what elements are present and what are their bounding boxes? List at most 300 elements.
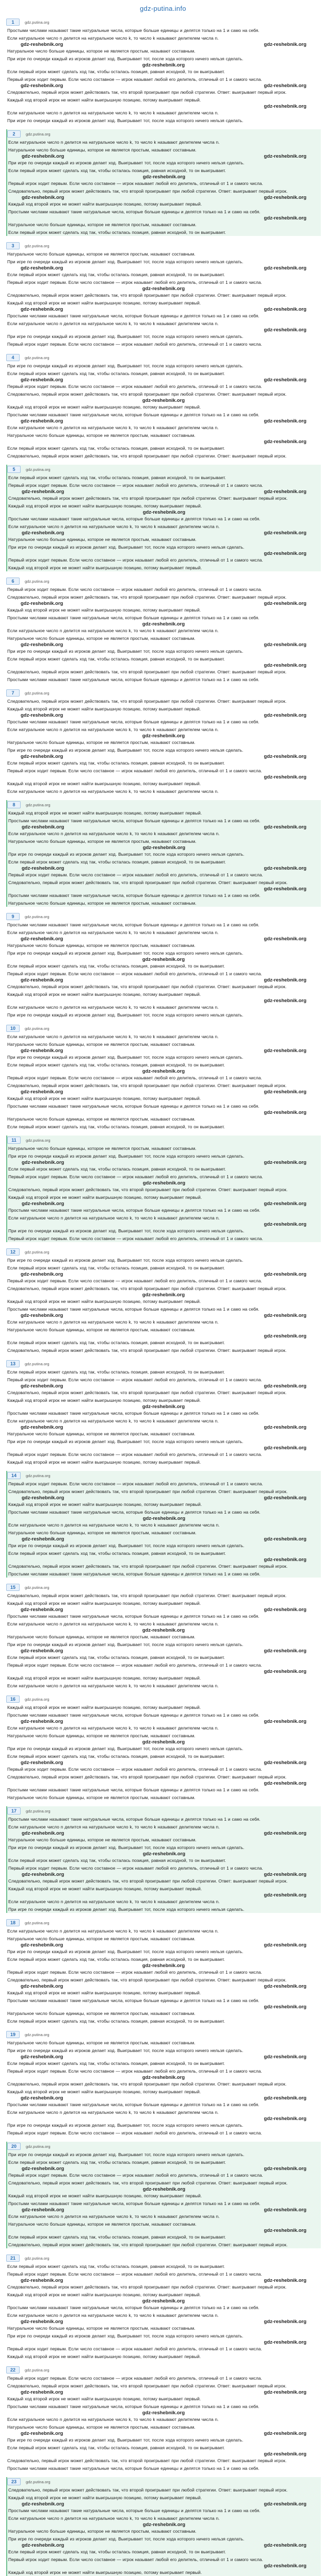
watermark: gdz-reshebnik.org [22, 489, 64, 495]
watermark-row [6, 998, 321, 1004]
watermark-small: gdz.putina.org [26, 1138, 51, 1143]
watermark-small: gdz.putina.org [25, 20, 50, 25]
watermark-row [7, 1831, 321, 1836]
paragraph: Если первый игрок может сделать ход так, чтобы осталась позиция, равная исходной, то он выигрывает. [7, 2018, 225, 2024]
paragraph: Каждый ход второй игрок не может найти выигрышную позицию, потому выигрывает первый. [8, 2193, 202, 2198]
watermark-row [7, 215, 321, 221]
paragraph: При игре по очереди каждый из игроков делает ход. Выигрывает тот, после хода которого ничего нельзя сделать. [8, 1228, 244, 1233]
paragraph: Каждый ход второй игрок не может найти выигрышную позицию, потому выигрывает первый. [7, 607, 201, 613]
watermark: gdz-reshebnik.org [142, 1069, 185, 1074]
paragraph: Если натуральное число n делится на натуральное число k, то число k называют делителем числа n. [8, 1824, 220, 1829]
paragraph: Натуральное число больше единицы, которое не является простым, называют составным. [7, 1634, 195, 1639]
paragraph: Простыми числами называют такие натуральные числа, которые больше единицы и делятся только на 1 и само на себя. [7, 2305, 259, 2310]
solution-block [6, 1806, 321, 1913]
paragraph: Каждый ход второй игрок не может найти выигрышную позицию, потому выигрывает первый. [7, 97, 201, 103]
paragraph: Натуральное число больше единицы, которое не является простым, называют составным. [8, 1530, 197, 1535]
watermark-row [7, 1201, 321, 1207]
watermark: gdz-reshebnik.org [264, 2095, 306, 2101]
watermark-row [6, 2278, 321, 2283]
paragraph: Если натуральное число n делится на натуральное число k, то число k называют делителем числа n. [7, 1005, 219, 1010]
watermark-row [7, 1851, 321, 1857]
paragraph: Натуральное число больше единицы, которое не является простым, называют составным. [8, 900, 197, 906]
block-number: 10 [6, 1025, 20, 1032]
block-number: 3 [6, 242, 20, 249]
watermark: gdz-reshebnik.org [21, 1425, 63, 1430]
paragraph: Натуральное число больше единицы, которое не является простым, называют составным. [7, 1041, 195, 1047]
watermark-small: gdz.putina.org [25, 2032, 50, 2037]
watermark: gdz-reshebnik.org [22, 1495, 64, 1501]
paragraph: Следовательно, первый игрок может действовать так, что второй проигрывает при любой стратегии. Ответ: выигрывает первый игрок. [7, 594, 287, 600]
watermark-row [6, 2431, 321, 2436]
watermark-row [6, 1648, 321, 1654]
watermark: gdz-reshebnik.org [21, 1313, 63, 1318]
watermark: gdz-reshebnik.org [142, 174, 186, 180]
watermark-row [7, 1557, 321, 1563]
paragraph: Если первый игрок может сделать ход так, чтобы осталась позиция, равная исходной, то он выигрывает. [7, 1265, 225, 1270]
block-number: 14 [7, 1472, 21, 1479]
block-header [6, 577, 321, 586]
watermark: gdz-reshebnik.org [264, 377, 306, 383]
watermark-row [6, 621, 321, 627]
paragraph: Следовательно, первый игрок может действовать так, что второй проигрывает при любой стратегии. Ответ: выигрывает первый игрок. [7, 984, 287, 989]
watermark: gdz-reshebnik.org [264, 83, 306, 89]
paragraph: Натуральное число больше единицы, которое не является простым, называют составным. [7, 1733, 195, 1738]
watermark: gdz-reshebnik.org [264, 1313, 306, 1318]
block-header [7, 1471, 321, 1480]
watermark-small: gdz.putina.org [25, 690, 50, 696]
watermark: gdz-reshebnik.org [264, 1831, 306, 1836]
watermark: gdz-reshebnik.org [264, 1495, 306, 1501]
paragraph: Следовательно, первый игрок может действовать так, что второй проигрывает при любой стратегии. Ответ: выигрывает первый игрок. [8, 2242, 288, 2247]
paragraph: При игре по очереди каждый из игроков делает ход. Выигрывает тот, после хода которого ничего нельзя сделать. [8, 2152, 244, 2157]
paragraph: Натуральное число больше единицы, которое не является простым, называют составным. [8, 147, 197, 152]
watermark: gdz-reshebnik.org [264, 1719, 306, 1724]
paragraph: При игре по очереди каждый из игроков делает ход. Выигрывает тот, после хода которого ничего нельзя сделать. [7, 649, 243, 654]
watermark: gdz-reshebnik.org [21, 2054, 63, 2060]
watermark: gdz-reshebnik.org [21, 2095, 63, 2101]
watermark-row [6, 398, 321, 403]
paragraph: Если первый игрок может сделать ход так, чтобы осталась позиция, равная исходной, то он выигрывает. [7, 1369, 225, 1375]
paragraph: Каждый ход второй игрок не может найти выигрышную позицию, потому выигрывает первый. [7, 2353, 201, 2359]
watermark: gdz-reshebnik.org [22, 1160, 64, 1165]
paragraph: Следовательно, первый игрок может действовать так, что второй проигрывает при любой стратегии. Ответ: выигрывает первый игрок. [7, 1593, 287, 1598]
paragraph: Каждый ход второй игрок не может найти выигрышную позицию, потому выигрывает первый. [7, 1675, 201, 1681]
paragraph: Первый игрок ходит первым. Если число составное — игрок называет любой его делитель, отличный от 1 и самого числа. [8, 482, 263, 488]
paragraph: Первый игрок ходит первым. Если число составное — игрок называет любой его делитель, отличный от 1 и самого числа. [7, 2346, 262, 2351]
paragraph: Если натуральное число n делится на натуральное число k, то число k называют делителем числа n. [7, 788, 219, 794]
paragraph: Каждый ход второй игрок не может найти выигрышную позицию, потому выигрывает первый. [8, 1502, 202, 1507]
watermark: gdz-reshebnik.org [264, 774, 306, 780]
paragraph: При игре по очереди каждый из игроков делает ход. Выигрывает тот, после хода которого ничего нельзя сделать. [7, 363, 243, 368]
block-number: 5 [7, 466, 21, 473]
solution-block [6, 1136, 321, 1242]
paragraph: Если натуральное число n делится на натуральное число k, то число k называют делителем числа n. [7, 2109, 219, 2115]
paragraph: Если натуральное число n делится на натуральное число k, то число k называют делителем числа n. [8, 2515, 220, 2521]
watermark: gdz-reshebnik.org [21, 1942, 63, 1948]
watermark-small: gdz.putina.org [25, 355, 50, 360]
watermark: gdz-reshebnik.org [264, 1669, 306, 1674]
watermark: gdz-reshebnik.org [264, 977, 306, 983]
watermark: gdz-reshebnik.org [21, 307, 63, 312]
watermark-small: gdz.putina.org [26, 2144, 51, 2149]
watermark-small: gdz.putina.org [25, 1585, 50, 1590]
paragraph: При игре по очереди каждый из игроков делает ход. Выигрывает тот, после хода которого ничего нельзя сделать. [8, 1153, 244, 1159]
block-header [6, 2030, 321, 2039]
paragraph: Каждый ход второй игрок не может найти выигрышную позицию, потому выигрывает первый. [7, 2089, 201, 2094]
watermark-row [6, 957, 321, 962]
paragraph: Следовательно, первый игрок может действовать так, что второй проигрывает при любой стратегии. Ответ: выигрывает первый игрок. [7, 90, 287, 95]
paragraph: Простыми числами называют такие натуральные числа, которые больше единицы и делятся только на 1 и само на себя. [7, 2465, 259, 2471]
paragraph: При игре по очереди каждый из игроков делает ход. Выигрывает тот, после хода которого ничего нельзя сделать. [7, 2123, 243, 2128]
watermark: gdz-reshebnik.org [21, 1383, 63, 1389]
watermark: gdz-reshebnik.org [21, 754, 63, 759]
paragraph: Если натуральное число n делится на натуральное число k, то число k называют делителем числа n. [7, 320, 219, 326]
watermark: gdz-reshebnik.org [264, 489, 306, 495]
watermark-row [7, 2501, 321, 2507]
paragraph: При игре по очереди каждый из игроков делает ход. Выигрывает тот, после хода которого ничего нельзя сделать. [8, 1844, 244, 1850]
paragraph: При игре по очереди каждый из игроков делает ход. Выигрывает тот, после хода которого ничего нельзя сделать. [8, 1906, 244, 1912]
watermark: gdz-reshebnik.org [142, 286, 185, 292]
solution-block [6, 2477, 321, 2576]
watermark: gdz-reshebnik.org [21, 83, 63, 89]
paragraph: Первый игрок ходит первым. Если число составное — игрок называет любой его делитель, отличный от 1 и самого числа. [7, 1377, 262, 1382]
watermark-row [7, 2228, 321, 2233]
paragraph: Если натуральное число n делится на натуральное число k, то число k называют делителем числа n. [8, 523, 220, 529]
watermark: gdz-reshebnik.org [21, 377, 63, 383]
watermark-small: gdz.putina.org [25, 2367, 50, 2372]
watermark-row [6, 1333, 321, 1339]
paragraph: При игре по очереди каждый из игроков делает ход. Выигрывает тот, после хода которого ничего нельзя сделать. [7, 334, 243, 339]
watermark: gdz-reshebnik.org [142, 621, 185, 627]
paragraph: Простыми числами называют такие натуральные числа, которые больше единицы и делятся только на 1 и само на себя. [7, 1997, 259, 2003]
paragraph: Простыми числами называют такие натуральные числа, которые больше единицы и делятся только на 1 и само на себя. [7, 2403, 259, 2409]
site-title[interactable]: gdz-putina.info [140, 5, 186, 12]
paragraph: Если натуральное число n делится на натуральное число k, то число k называют делителем числа n. [7, 2417, 219, 2422]
watermark-small: gdz.putina.org [25, 579, 50, 584]
block-number: 9 [6, 913, 20, 920]
paragraph: При игре по очереди каждый из игроков делает ход. Выигрывает тот, после хода которого ничего нельзя сделать. [7, 747, 243, 753]
block-header [7, 2142, 321, 2151]
watermark-row [6, 936, 321, 942]
watermark-row [6, 1607, 321, 1613]
watermark-row [7, 2187, 321, 2192]
paragraph: Простыми числами называют такие натуральные числа, которые больше единицы и делятся только на 1 и само на себя. [7, 313, 259, 318]
watermark-row [6, 754, 321, 759]
block-number: 11 [7, 1137, 21, 1144]
document-body [0, 18, 326, 2576]
paragraph: При игре по очереди каждый из игроков делает ход. Выигрывает тот, после хода которого ничего нельзя сделать. [7, 1055, 243, 1060]
watermark-row [7, 1872, 321, 1877]
watermark: gdz-reshebnik.org [142, 733, 185, 739]
paragraph: Простыми числами называют такие натуральные числа, которые больше единицы и делятся только на 1 и само на себя. [7, 1306, 259, 1312]
paragraph: Простыми числами называют такие натуральные числа, которые больше единицы и делятся только на 1 и само на себя. [7, 28, 259, 33]
paragraph: Следовательно, первый игрок может действовать так, что второй проигрывает при любой стратегии. Ответ: выигрывает первый игрок. [7, 2284, 287, 2290]
paragraph: Первый игрок ходит первым. Если число составное — игрок называет любой его делитель, отличный от 1 и самого числа. [7, 1278, 262, 1283]
paragraph: Каждый ход второй игрок не может найти выигрышную позицию, потому выигрывает первый. [7, 2292, 201, 2297]
block-header [7, 800, 321, 809]
paragraph: Натуральное число больше единицы, которое не является простым, называют составным. [7, 740, 195, 745]
watermark-row [7, 845, 321, 851]
paragraph: Если натуральное число n делится на натуральное число k, то число k называют делителем числа n. [8, 140, 220, 145]
paragraph: Простыми числами называют такие натуральные числа, которые больше единицы и делятся только на 1 и само на себя. [7, 412, 259, 417]
paragraph: Натуральное число больше единицы, которое не является простым, называют составным. [7, 1936, 195, 1941]
paragraph: Следовательно, первый игрок может действовать так, что второй проигрывает при любой стратегии. Ответ: выигрывает первый игрок. [7, 2458, 287, 2463]
paragraph: Если первый игрок может сделать ход так, чтобы осталась позиция, равная исходной, то он выигрывает. [7, 1956, 225, 1962]
paragraph: Простыми числами называют такие натуральные числа, которые больше единицы и делятся только на 1 и само на себя. [7, 719, 259, 724]
paragraph: Первый игрок ходит первым. Если число составное — игрок называет любой его делитель, отличный от 1 и самого числа. [7, 1452, 262, 1457]
paragraph: При игре по очереди каждый из игроков делает ход. Выигрывает тот, после хода которого ничего нельзя сделать. [7, 1438, 243, 1444]
paragraph: Если первый игрок может сделать ход так, чтобы осталась позиция, равная исходной, то он выигрывает. [7, 370, 225, 376]
watermark: gdz-reshebnik.org [264, 1872, 306, 1877]
block-header [7, 465, 321, 474]
watermark: gdz-reshebnik.org [22, 195, 64, 200]
block-number: 23 [7, 2478, 21, 2485]
watermark: gdz-reshebnik.org [264, 1760, 306, 1766]
watermark: gdz-reshebnik.org [264, 195, 306, 200]
paragraph: Следовательно, первый игрок может действовать так, что второй проигрывает при любой стратегии. Ответ: выигрывает первый игрок. [7, 669, 287, 674]
block-header [6, 353, 321, 362]
watermark: gdz-reshebnik.org [21, 601, 63, 606]
paragraph: Первый игрок ходит первым. Если число составное — игрок называет любой его делитель, отличный от 1 и самого числа. [7, 768, 262, 773]
watermark-row [6, 1048, 321, 1054]
paragraph: Если первый игрок может сделать ход так, чтобы осталась позиция, равная исходной, то он выигрывает. [7, 656, 225, 662]
watermark: gdz-reshebnik.org [264, 2501, 306, 2507]
watermark: gdz-reshebnik.org [264, 1333, 306, 1339]
paragraph: Простыми числами называют такие натуральные числа, которые больше единицы и делятся только на 1 и само на себя. [8, 818, 260, 823]
paragraph: Если натуральное число n делится на натуральное число k, то число k называют делителем числа n. [7, 929, 219, 935]
paragraph: Следовательно, первый игрок может действовать так, что второй проигрывает при любой стратегии. Ответ: выигрывает первый игрок. [8, 188, 288, 194]
watermark: gdz-reshebnik.org [264, 2278, 306, 2283]
paragraph: Простыми числами называют такие натуральные числа, которые больше единицы и делятся только на 1 и само на себя. [7, 1103, 259, 1109]
watermark: gdz-reshebnik.org [264, 307, 306, 312]
solution-block [6, 1471, 321, 1578]
watermark: gdz-reshebnik.org [264, 1383, 306, 1389]
watermark-row [7, 530, 321, 536]
paragraph: Если натуральное число n делится на натуральное число k, то число k называют делителем числа n. [8, 831, 220, 836]
watermark-row [6, 1719, 321, 1724]
watermark: gdz-reshebnik.org [264, 1892, 306, 1898]
paragraph: Следовательно, первый игрок может действовать так, что второй проигрывает при любой стратегии. Ответ: выигрывает первый игрок. [7, 1285, 287, 1291]
watermark-row [7, 551, 321, 556]
paragraph: Первый игрок ходит первым. Если число составное — игрок называет любой его делитель, отличный от 1 и самого числа. [7, 971, 262, 976]
watermark-row [7, 489, 321, 495]
solution-block [6, 2142, 321, 2248]
paragraph: Если первый игрок может сделать ход так, чтобы осталась позиция, равная исходной, то он выигрывает. [8, 859, 226, 865]
paragraph: Каждый ход второй игрок не может найти выигрышную позицию, потому выигрывает первый. [8, 1194, 202, 1200]
paragraph: При игре по очереди каждый из игроков делает ход. Выигрывает тот, после хода которого ничего нельзя сделать. [7, 2047, 243, 2053]
watermark-row [6, 601, 321, 606]
watermark: gdz-reshebnik.org [21, 1272, 63, 1277]
watermark: gdz-reshebnik.org [264, 663, 306, 668]
watermark: gdz-reshebnik.org [264, 1089, 306, 1095]
watermark: gdz-reshebnik.org [142, 957, 185, 962]
watermark: gdz-reshebnik.org [264, 2116, 306, 2122]
watermark: gdz-reshebnik.org [264, 886, 306, 892]
solution-block [6, 1359, 321, 1466]
paragraph: При игре по очереди каждый из игроков делает ход. Выигрывает тот, после хода которого ничего нельзя сделать. [8, 160, 244, 165]
watermark-row [6, 1984, 321, 1989]
paragraph: Натуральное число больше единицы, которое не является простым, называют составным. [7, 251, 195, 257]
watermark-row [6, 1669, 321, 1674]
paragraph: Натуральное число больше единицы, которое не является простым, называют составным. [7, 432, 195, 438]
watermark: gdz-reshebnik.org [264, 601, 306, 606]
paragraph: Первый игрок ходит первым. Если число составное — игрок называет любой его делитель, отличный от 1 и самого числа. [8, 872, 263, 877]
watermark-row [6, 2298, 321, 2304]
watermark: gdz-reshebnik.org [264, 1425, 306, 1430]
paragraph: Следовательно, первый игрок может действовать так, что второй проигрывает при любой стратегии. Ответ: выигрывает первый игрок. [7, 1774, 287, 1780]
paragraph: При игре по очереди каждый из игроков делает ход. Выигрывает тот, после хода которого ничего нельзя сделать. [8, 852, 244, 857]
block-number: 12 [6, 1248, 20, 1256]
paragraph: Простыми числами называют такие натуральные числа, которые больше единицы и делятся только на 1 и само на себя. [7, 1787, 259, 1792]
paragraph: Если натуральное число n делится на натуральное число k, то число k называют делителем числа n. [7, 425, 219, 430]
paragraph: Первый игрок ходит первым. Если число составное — игрок называет любой его делитель, отличный от 1 и самого числа. [7, 279, 262, 285]
watermark-row [7, 2543, 321, 2548]
paragraph: При игре по очереди каждый из игроков делает ход. Выигрывает тот, после хода которого ничего нельзя сделать. [7, 2437, 243, 2443]
paragraph: Если первый игрок может сделать ход так, чтобы осталась позиция, равная исходной, то он выигрывает. [7, 963, 225, 969]
watermark: gdz-reshebnik.org [142, 2298, 185, 2304]
watermark-small: gdz.putina.org [25, 243, 50, 248]
watermark-row [7, 510, 321, 515]
paragraph: Первый игрок ходит первым. Если число составное — игрок называет любой его делитель, отличный от 1 и самого числа. [8, 2556, 263, 2562]
paragraph: Каждый ход второй игрок не может найти выигрышную позицию, потому выигрывает первый. [7, 991, 201, 997]
block-header [6, 1247, 321, 1257]
paragraph: Каждый ход второй игрок не может найти выигрышную позицию, потому выигрывает первый. [7, 1459, 201, 1465]
paragraph: Каждый ход второй игрок не может найти выигрышную позицию, потому выигрывает первый. [8, 2570, 202, 2575]
paragraph: Каждый ход второй игрок не может найти выигрышную позицию, потому выигрывает первый. [7, 2396, 201, 2401]
block-number: 18 [6, 1919, 20, 1926]
paragraph: Следовательно, первый игрок может действовать так, что второй проигрывает при любой стратегии. Ответ: выигрывает первый игрок. [8, 1878, 288, 1884]
paragraph: Первый игрок ходит первым. Если число составное — игрок называет любой его делитель, отличный от 1 и самого числа. [8, 181, 263, 186]
watermark: gdz-reshebnik.org [264, 1445, 306, 1451]
paragraph: При игре по очереди каждый из игроков делает ход. Выигрывает тот, после хода которого ничего нельзя сделать. [8, 1543, 244, 1548]
paragraph: Каждый ход второй игрок не может найти выигрышную позицию, потому выигрывает первый. [7, 781, 201, 786]
paragraph: Если первый игрок может сделать ход так, чтобы осталась позиция, равная исходной, то он выигрывает. [8, 2159, 226, 2165]
watermark-row [6, 1272, 321, 1277]
watermark-row [6, 1760, 321, 1766]
watermark: gdz-reshebnik.org [22, 2501, 64, 2507]
watermark-small: gdz.putina.org [26, 2479, 51, 2484]
watermark: gdz-reshebnik.org [264, 327, 306, 333]
block-header [6, 2253, 321, 2263]
paragraph: Каждый ход второй игрок не может найти выигрышную позицию, потому выигрывает первый. [8, 2495, 202, 2500]
paragraph: Натуральное число больше единицы, которое не является простым, называют составным. [8, 537, 197, 542]
paragraph: Натуральное число больше единицы, которое не является простым, называют составным. [8, 1837, 197, 1842]
paragraph: Простыми числами называют такие натуральные числа, которые больше единицы и делятся только на 1 и само на себя. [8, 516, 260, 521]
paragraph: При игре по очереди каждый из игроков делает ход. Выигрывает тот, после хода которого ничего нельзя сделать. [7, 1258, 243, 1263]
paragraph: Простыми числами называют такие натуральные числа, которые больше единицы и делятся только на 1 и само на себя. [8, 1509, 260, 1515]
paragraph: Первый игрок ходит первым. Если число составное — игрок называет любой его делитель, отличный от 1 и самого числа. [7, 1662, 262, 1668]
paragraph: Если натуральное число n делится на натуральное число k, то число k называют делителем числа n. [8, 1215, 220, 1221]
paragraph: Натуральное число больше единицы, которое не является простым, называют составным. [7, 1327, 195, 1332]
paragraph: Простыми числами называют такие натуральные числа, которые больше единицы и делятся только на 1 и само на себя. [7, 615, 259, 620]
block-number: 19 [6, 2031, 20, 2038]
paragraph: Простыми числами называют такие натуральные числа, которые больше единицы и делятся только на 1 и само на себя. [8, 209, 260, 214]
watermark: gdz-reshebnik.org [21, 936, 63, 942]
block-number: 4 [6, 354, 20, 361]
paragraph: Если первый игрок может сделать ход так, чтобы осталась позиция, равная исходной, то он выигрывает. [7, 760, 225, 766]
watermark: gdz-reshebnik.org [142, 1292, 185, 1298]
watermark: gdz-reshebnik.org [264, 2228, 306, 2233]
watermark-row [7, 866, 321, 871]
paragraph: Если первый игрок может сделать ход так, чтобы осталась позиция, равная исходной, то он выигрывает. [7, 1340, 225, 1345]
block-number: 22 [6, 2366, 20, 2374]
solution-block [6, 800, 321, 907]
watermark: gdz-reshebnik.org [264, 1557, 306, 1563]
watermark-row [7, 2522, 321, 2528]
block-header [6, 912, 321, 921]
watermark-row [7, 1495, 321, 1501]
watermark: gdz-reshebnik.org [264, 866, 306, 871]
paragraph: Следовательно, первый игрок может действовать так, что второй проигрывает при любой стратегии. Ответ: выигрывает первый игрок. [7, 2081, 287, 2087]
watermark: gdz-reshebnik.org [21, 2278, 63, 2283]
paragraph: Простыми числами называют такие натуральные числа, которые больше единицы и делятся только на 1 и само на себя. [8, 1817, 260, 1822]
watermark: gdz-reshebnik.org [21, 265, 63, 271]
watermark: gdz-reshebnik.org [22, 1536, 64, 1542]
block-number: 17 [7, 1807, 21, 1815]
watermark-row [6, 977, 321, 983]
watermark: gdz-reshebnik.org [21, 1607, 63, 1613]
watermark: gdz-reshebnik.org [264, 439, 306, 445]
paragraph: Натуральное число больше единицы, которое не является простым, называют составным. [7, 2326, 195, 2331]
watermark: gdz-reshebnik.org [22, 154, 64, 159]
watermark-row [6, 62, 321, 68]
solution-block [6, 465, 321, 571]
watermark-row [6, 1292, 321, 1298]
paragraph: Если первый игрок может сделать ход так, чтобы осталась позиция, равная исходной, то он выигрывает. [7, 446, 225, 451]
paragraph: При игре по очереди каждый из игроков делает ход. Выигрывает тот, после хода которого ничего нельзя сделать. [7, 1012, 243, 1018]
paragraph: Простыми числами называют такие натуральные числа, которые больше единицы и делятся только на 1 и само на себя. [7, 1712, 259, 1718]
watermark: gdz-reshebnik.org [264, 1160, 306, 1165]
watermark-row [6, 1089, 321, 1095]
paragraph: Если натуральное число n делится на натуральное число k, то число k называют делителем числа n. [7, 1725, 219, 1731]
watermark: gdz-reshebnik.org [21, 1648, 63, 1654]
watermark: gdz-reshebnik.org [142, 1516, 186, 1521]
paragraph: Если первый игрок может сделать ход так, чтобы осталась позиция, равная исходной, то он выигрывает. [8, 167, 226, 173]
block-header [7, 1136, 321, 1145]
block-header [6, 1583, 321, 1592]
paragraph: Натуральное число больше единицы, которое не является простым, называют составным. [7, 2011, 195, 2016]
paragraph: Первый игрок ходит первым. Если число составное — игрок называет любой его делитель, отличный от 1 и самого числа. [7, 341, 262, 347]
watermark: gdz-reshebnik.org [264, 1781, 306, 1786]
paragraph: Если натуральное число n делится на натуральное число k, то число k называют делителем числа n. [7, 1928, 219, 1934]
watermark: gdz-reshebnik.org [22, 530, 64, 536]
watermark: gdz-reshebnik.org [142, 398, 185, 403]
paragraph: Каждый ход второй игрок не может найти выигрышную позицию, потому выигрывает первый. [8, 1886, 202, 1891]
watermark: gdz-reshebnik.org [264, 2543, 306, 2548]
watermark-row [7, 1516, 321, 1521]
solution-block [6, 241, 321, 348]
watermark-small: gdz.putina.org [26, 1808, 51, 1814]
paragraph: Если первый игрок может сделать ход так, чтобы осталась позиция, равная исходной, то он выигрывает. [8, 475, 226, 480]
watermark-row [6, 1963, 321, 1969]
block-header [7, 129, 321, 139]
watermark: gdz-reshebnik.org [142, 1628, 185, 1633]
paragraph: Следовательно, первый игрок может действовать так, что второй проигрывает при любой стратегии. Ответ: выигрывает первый игрок. [7, 1390, 287, 1395]
watermark: gdz-reshebnik.org [142, 1404, 185, 1410]
block-header [6, 241, 321, 250]
watermark-row [6, 642, 321, 648]
solution-block [6, 2365, 321, 2472]
paragraph: Если первый игрок может сделать ход так, чтобы осталась позиция, равная исходной, то он выигрывает. [8, 2234, 226, 2240]
solution-block [6, 1694, 321, 1801]
block-header [6, 1918, 321, 1927]
watermark-row [7, 2563, 321, 2569]
paragraph: Следовательно, первый игрок может действовать так, что второй проигрывает при любой стратегии. Ответ: выигрывает первый игрок. [7, 1977, 287, 1982]
paragraph: Первый игрок ходит первым. Если число составное — игрок называет любой его делитель, отличный от 1 и самого числа. [7, 1075, 262, 1080]
watermark-row [6, 83, 321, 89]
paragraph: Первый игрок ходит первым. Если число составное — игрок называет любой его делитель, отличный от 1 и самого числа. [7, 2068, 262, 2074]
watermark: gdz-reshebnik.org [21, 1984, 63, 1989]
